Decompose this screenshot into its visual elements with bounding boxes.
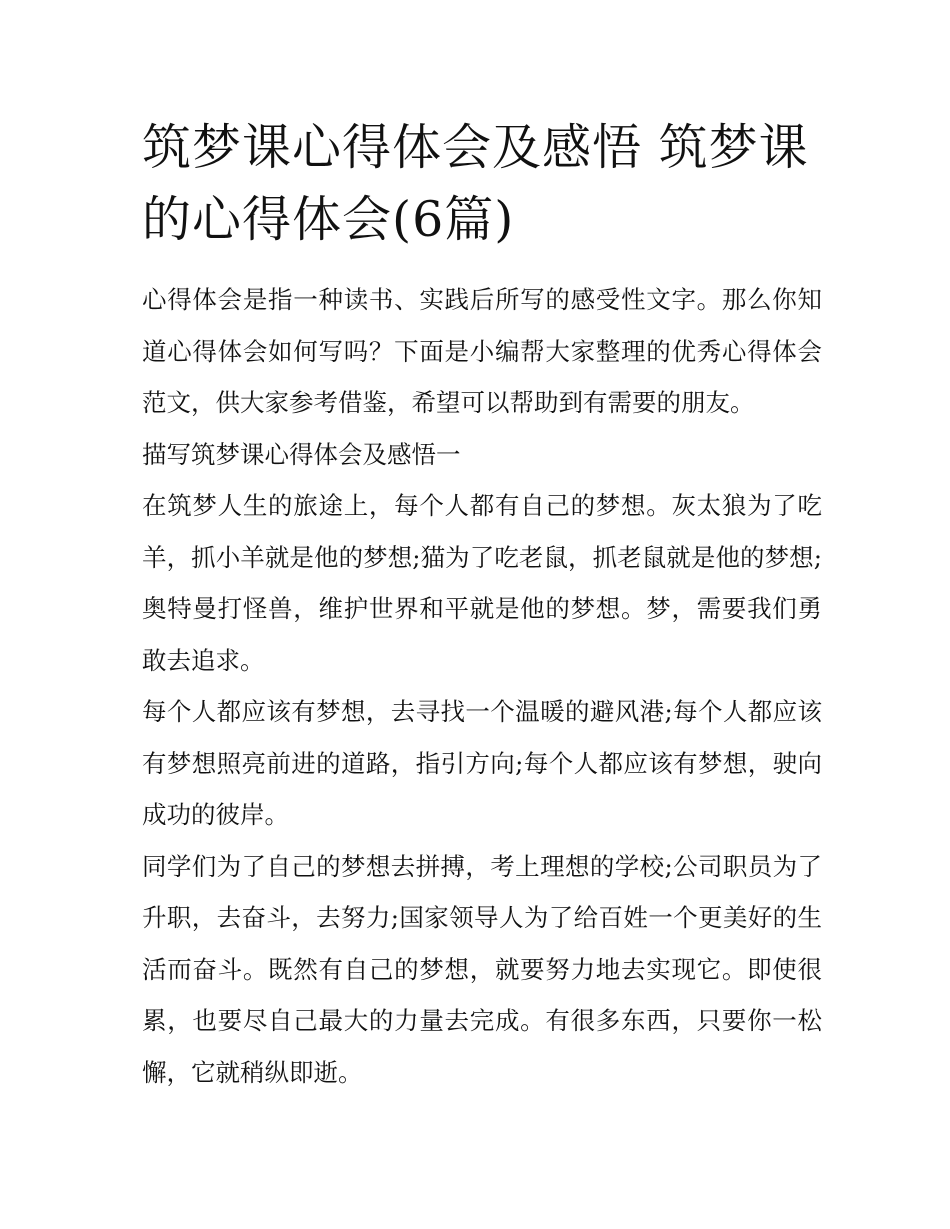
section-heading: 描写筑梦课心得体会及感悟一 — [142, 439, 461, 469]
body-paragraph: 同学们为了自己的梦想去拼搏，考上理想的学校;公司职员为了升职，去奋斗，去努力;国家领导人为了给百姓一个更美好的生活而奋斗。既然有自己的梦想，就要努力地去实现它。即使很累，也要尽自己最大的力量去完成。有很多东西，只要你一松懈，它就稍纵即逝。 — [142, 851, 822, 1087]
document-body — [142, 274, 822, 1098]
document-title: 筑梦课心得体会及感悟 筑梦课的心得体会(6篇) — [142, 119, 809, 248]
body-paragraph: 在筑梦人生的旅途上，每个人都有自己的梦想。灰太狼为了吃羊，抓小羊就是他的梦想;猫为了吃老鼠，抓老鼠就是他的梦想;奥特曼打怪兽，维护世界和平就是他的梦想。梦，需要我们勇敢去追求。 — [142, 491, 822, 675]
body-paragraph: 每个人都应该有梦想，去寻找一个温暖的避风港;每个人都应该有梦想照亮前进的道路，指引方向;每个人都应该有梦想，驶向成功的彼岸。 — [142, 697, 822, 829]
intro-paragraph: 心得体会是指一种读书、实践后所写的感受性文字。那么你知道心得体会如何写吗？下面是小编帮大家整理的优秀心得体会范文，供大家参考借鉴，希望可以帮助到有需要的朋友。 — [142, 285, 822, 417]
